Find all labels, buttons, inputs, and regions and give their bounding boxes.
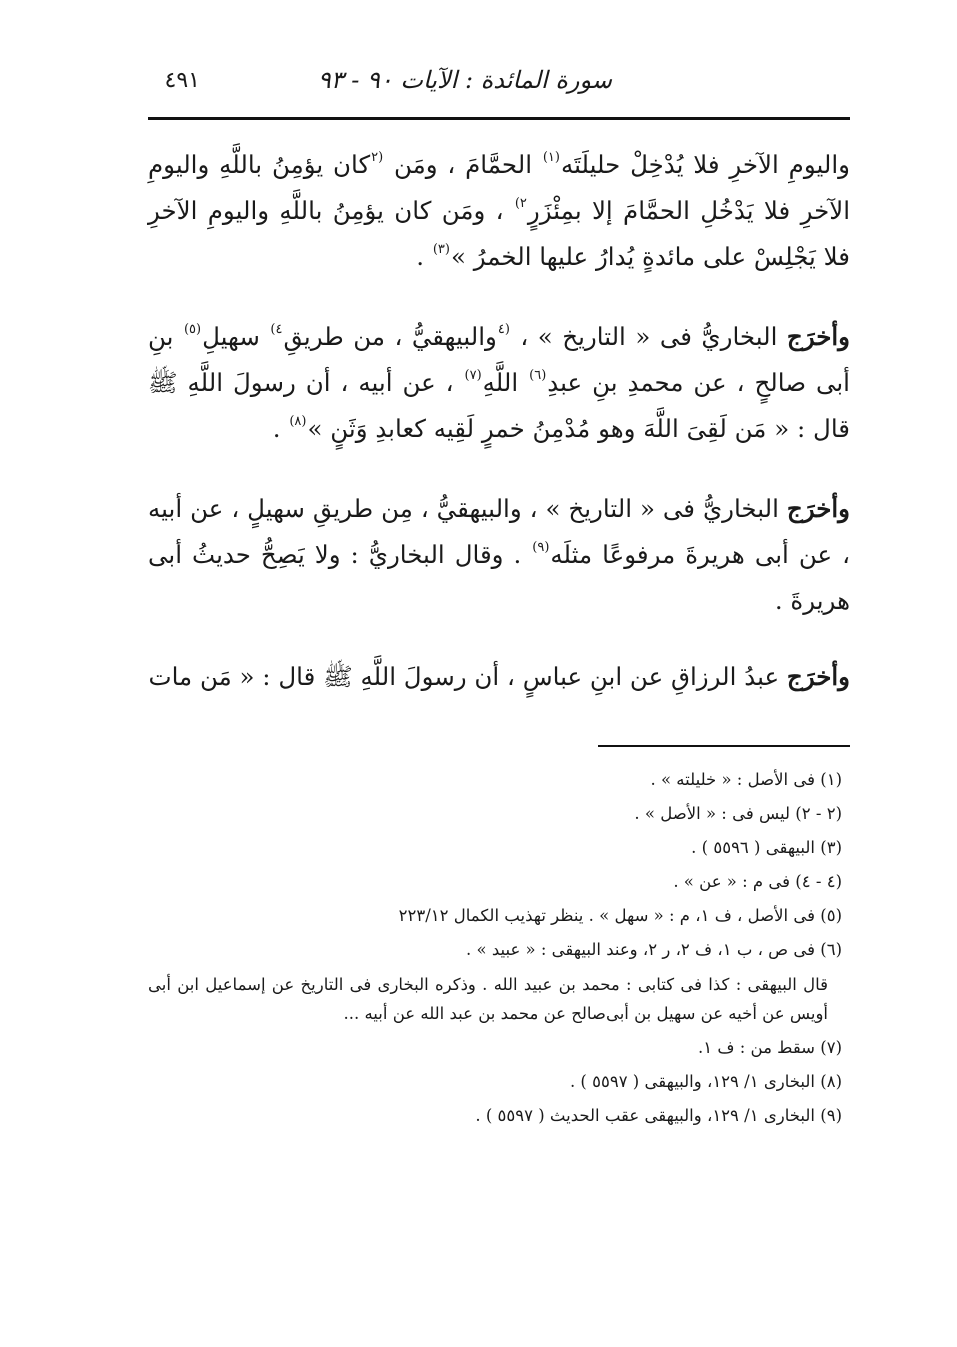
footnotes	[148, 763, 842, 1133]
text-run: اللَّهِ	[482, 368, 529, 397]
footnote-ref: (٩)	[532, 540, 550, 555]
footnote-ref: (٣)	[432, 242, 450, 257]
footnote-note: قال البيهقى : كذا فى كتابى : محمد بن عبيد الله . وذكره البخارى فى التاريخ عن إسماعيل ابن أبى أويس عن أخيه عن سهيل بن أبى‌صالح عن محمد بن عبد الله عن أبيه ...	[148, 975, 828, 1023]
text-run: ، ومَن كان يؤمِنُ باللَّهِ واليومِ الآخرِ فلا يَجْلِسْ على مائدةٍ يُدارُ عليها الخمرُ »	[148, 196, 850, 271]
footnote-ref: (٥)	[183, 322, 202, 337]
text-run: . وقال البخاريُّ : ولا يَصِحُّ حديثُ أبى هريرةَ .	[148, 540, 850, 615]
footnote-item: (٧) سقط من : ف ١.	[698, 1038, 842, 1057]
text-run: .	[416, 242, 432, 271]
footnote-item: (١) فى الأصل : « خليلته » .	[650, 770, 842, 789]
lead-word: وأخرَج	[786, 662, 850, 691]
text-run: عبدُ الرزاقِ عن ابنِ عباسٍ ، أن رسولَ اللَّهِ ﷺ قال : « مَن مات	[148, 662, 787, 691]
footnote-ref: (٧)	[464, 368, 482, 383]
footnote-ref: ٢)	[514, 196, 527, 211]
page-number: ٤٩١	[164, 68, 200, 93]
footnote-ref: (٤	[497, 322, 510, 337]
footnote-ref: (٦)	[529, 368, 547, 383]
text-run: بنِ أبى صالحٍ ، عن محمدِ بنِ عبدِ	[148, 322, 850, 397]
footnote-item: (٥) فى الأصل ، ف ١، م : « سهل » . ينظر تهذيب الكمال ٢٢٣/١٢	[398, 906, 842, 925]
footnote-ref: (٢	[371, 150, 384, 165]
main-text	[148, 142, 850, 734]
footnote-ref: (٨)	[289, 414, 307, 429]
footnote-ref: (١)	[542, 150, 560, 165]
text-run: الحمَّامَ ، ومَن	[384, 150, 542, 179]
text-run: البخاريُّ فى « التاريخ » ، والبيهقيُّ ، مِن طريقِ سهيلٍ ، عن أبيه ، عن أبى هريرةَ مرفوعًا مثلَه	[148, 494, 850, 569]
text-run: سهيلِ	[202, 322, 270, 351]
footnote-item: (٢ - ٢) ليس فى : « الأصل » .	[634, 804, 842, 823]
text-run: والبيهقيُّ ، من طريقِ	[283, 322, 497, 351]
footnote-item: (٤ - ٤) فى م : « عن » .	[673, 872, 842, 891]
text-run: واليومِ الآخرِ فلا يُدْخِلْ حليلَتَه	[560, 150, 850, 179]
text-run: ، عن أبيه ، أن رسولَ اللَّهِ ﷺ قال : « مَن لَقِىَ اللَّهَ وهو مُدْمِنُ خمرٍ لَقِيه كعابدِ وَثَنٍ »	[148, 368, 850, 443]
footnote-item: (٩) البخارى ١/ ١٢٩، والبيهقى عقب الحديث ( ٥٥٩٧ ) .	[475, 1106, 842, 1125]
lead-word: وأخرَج	[786, 322, 850, 351]
page-header	[150, 62, 850, 102]
paragraph-3	[148, 486, 850, 624]
footnote-item: (٨) البخارى ١/ ١٢٩، والبيهقى ( ٥٥٩٧ ) .	[569, 1072, 842, 1091]
footnote-ref: ٤)	[270, 322, 283, 337]
footnote-item: (٣) البيهقى ( ٥٥٩٦ ) .	[691, 838, 842, 857]
paragraph-1	[148, 142, 850, 280]
paragraph-2	[148, 314, 850, 452]
text-run: البخاريُّ فى « التاريخ » ،	[510, 322, 787, 351]
footnote-rule	[598, 745, 850, 747]
text-run: كان يؤمِنُ باللَّهِ واليومِ الآخرِ فلا يَدْخُلِ الحمَّامَ إلا بمِئْزَرٍ	[148, 150, 851, 225]
lead-word: وأخرَج	[786, 494, 850, 523]
header-rule	[148, 117, 850, 120]
paragraph-4	[148, 654, 850, 700]
surah-title: سورة المائدة : الآيات ٩٠ - ٩٣	[317, 66, 612, 94]
footnote-item: (٦) فى ص ، ب ١، ف ٢، ر ٢، وعند البيهقى : « عبيد » .	[466, 940, 842, 959]
text-run: .	[272, 414, 289, 443]
